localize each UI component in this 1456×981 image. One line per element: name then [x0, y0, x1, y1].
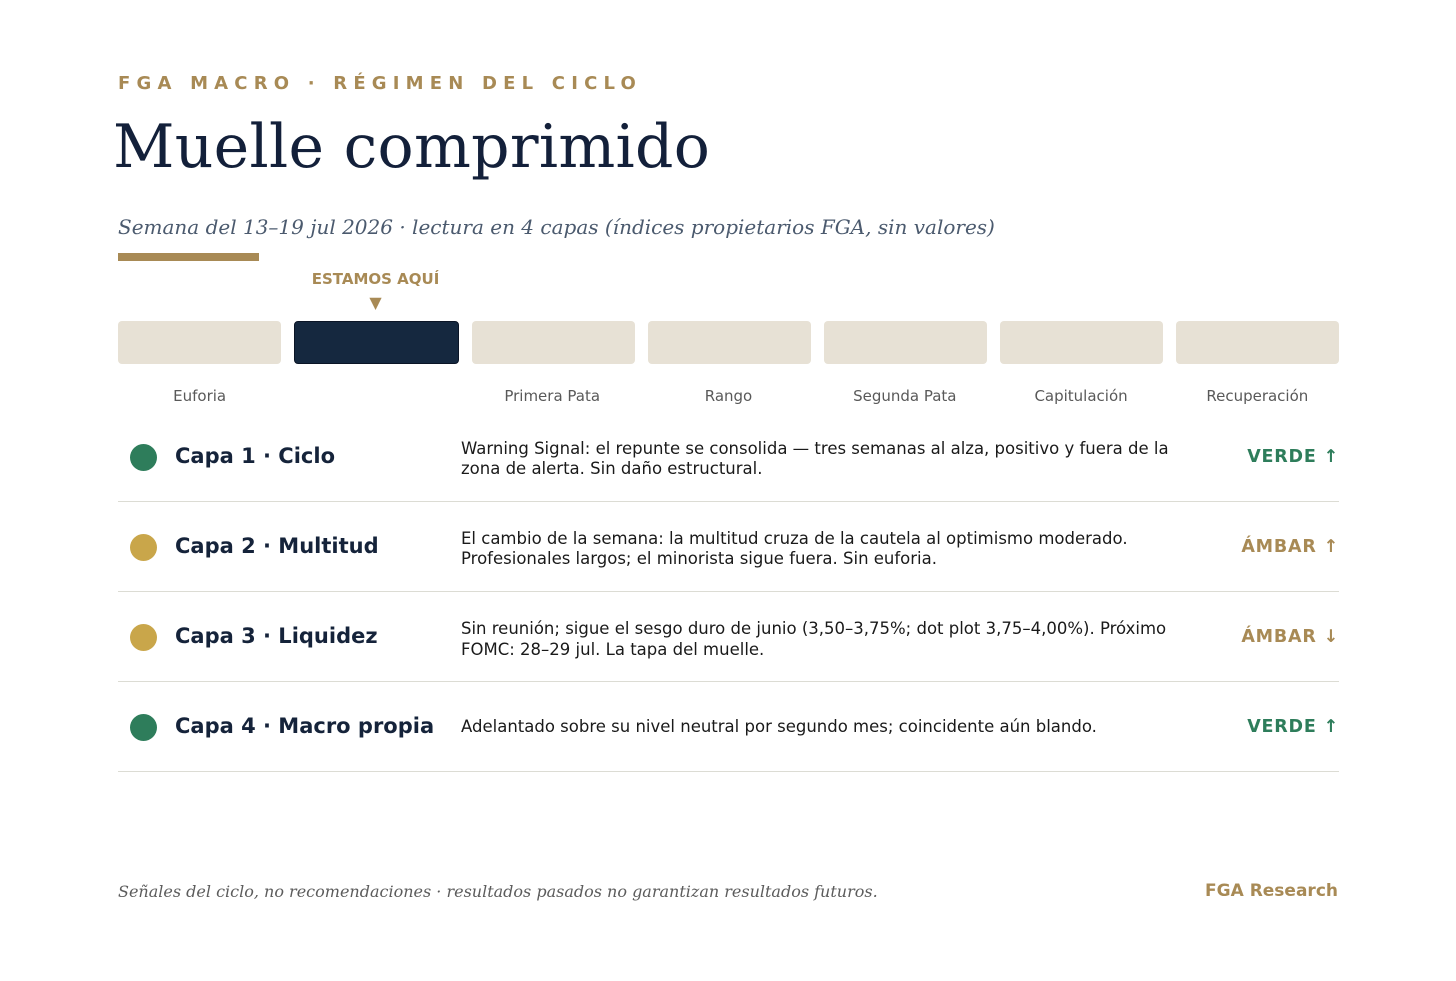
layer-status: ÁMBAR ↑	[1241, 537, 1339, 557]
layer-name: Capa 2 · Multitud	[175, 534, 379, 558]
layer-row	[118, 682, 1339, 772]
layer-description: Warning Signal: el repunte se consolida — tres semanas al alza, positivo y fuera de la zona de alerta. Sin daño estructural.	[461, 439, 1169, 478]
layer-row	[118, 412, 1339, 502]
phase-box-euforia	[118, 321, 281, 364]
layer-row	[118, 592, 1339, 682]
layer-description: Sin reunión; sigue el sesgo duro de junio (3,50–3,75%; dot plot 3,75–4,00%). Próximo FOMC: 28–29 jul. La tapa del muelle.	[461, 619, 1167, 659]
phase-box-current	[294, 321, 459, 364]
layer-status: VERDE ↑	[1247, 717, 1339, 737]
phase-label-recuperacion: Recuperación	[1206, 387, 1309, 405]
layer-description: Adelantado sobre su nivel neutral por segundo mes; coincidente aún blando.	[461, 717, 1097, 736]
status-dot-icon	[130, 534, 157, 561]
layer-name: Capa 1 · Ciclo	[175, 444, 335, 468]
layer-list	[118, 412, 1339, 772]
phase-box-rango	[648, 321, 811, 364]
phase-label-capitulacion: Capitulación	[1034, 387, 1128, 405]
phase-label-segunda-pata: Segunda Pata	[853, 387, 957, 405]
eyebrow-label: FGA MACRO · RÉGIMEN DEL CICLO	[118, 73, 643, 94]
phase-timeline	[118, 321, 1339, 364]
layer-name: Capa 4 · Macro propia	[175, 714, 435, 738]
phase-box-recuperacion	[1176, 321, 1339, 364]
accent-rule	[118, 253, 259, 261]
phase-label-rango: Rango	[704, 387, 753, 405]
layer-status: ÁMBAR ↓	[1241, 627, 1339, 647]
phase-label-euforia: Euforia	[173, 387, 227, 405]
phase-box-capitulacion	[1000, 321, 1163, 364]
brand-label: FGA Research	[1205, 881, 1338, 901]
phase-labels	[118, 387, 1339, 405]
layer-name: Capa 3 · Liquidez	[175, 624, 378, 648]
phase-label-current	[294, 387, 457, 405]
current-phase-arrow-icon: ▼	[369, 293, 382, 312]
phase-box-primera-pata	[472, 321, 635, 364]
disclaimer-note: Señales del ciclo, no recomendaciones · resultados pasados no garantizan resultados futuros.	[118, 882, 878, 901]
phase-box-segunda-pata	[824, 321, 987, 364]
layer-row	[118, 502, 1339, 592]
current-phase-label: ESTAMOS AQUÍ	[311, 270, 440, 288]
status-dot-icon	[130, 714, 157, 741]
page-title: Muelle comprimido	[113, 112, 711, 182]
layer-description: El cambio de la semana: la multitud cruza de la cautela al optimismo moderado. Profesionales largos; el minorista sigue fuera. Sin euforia.	[461, 529, 1128, 568]
status-dot-icon	[130, 444, 157, 471]
page-subtitle: Semana del 13–19 jul 2026 · lectura en 4 capas (índices propietarios FGA, sin valores)	[118, 215, 995, 239]
status-dot-icon	[130, 624, 157, 651]
layer-status: VERDE ↑	[1247, 447, 1339, 467]
phase-label-primera-pata: Primera Pata	[504, 387, 601, 405]
